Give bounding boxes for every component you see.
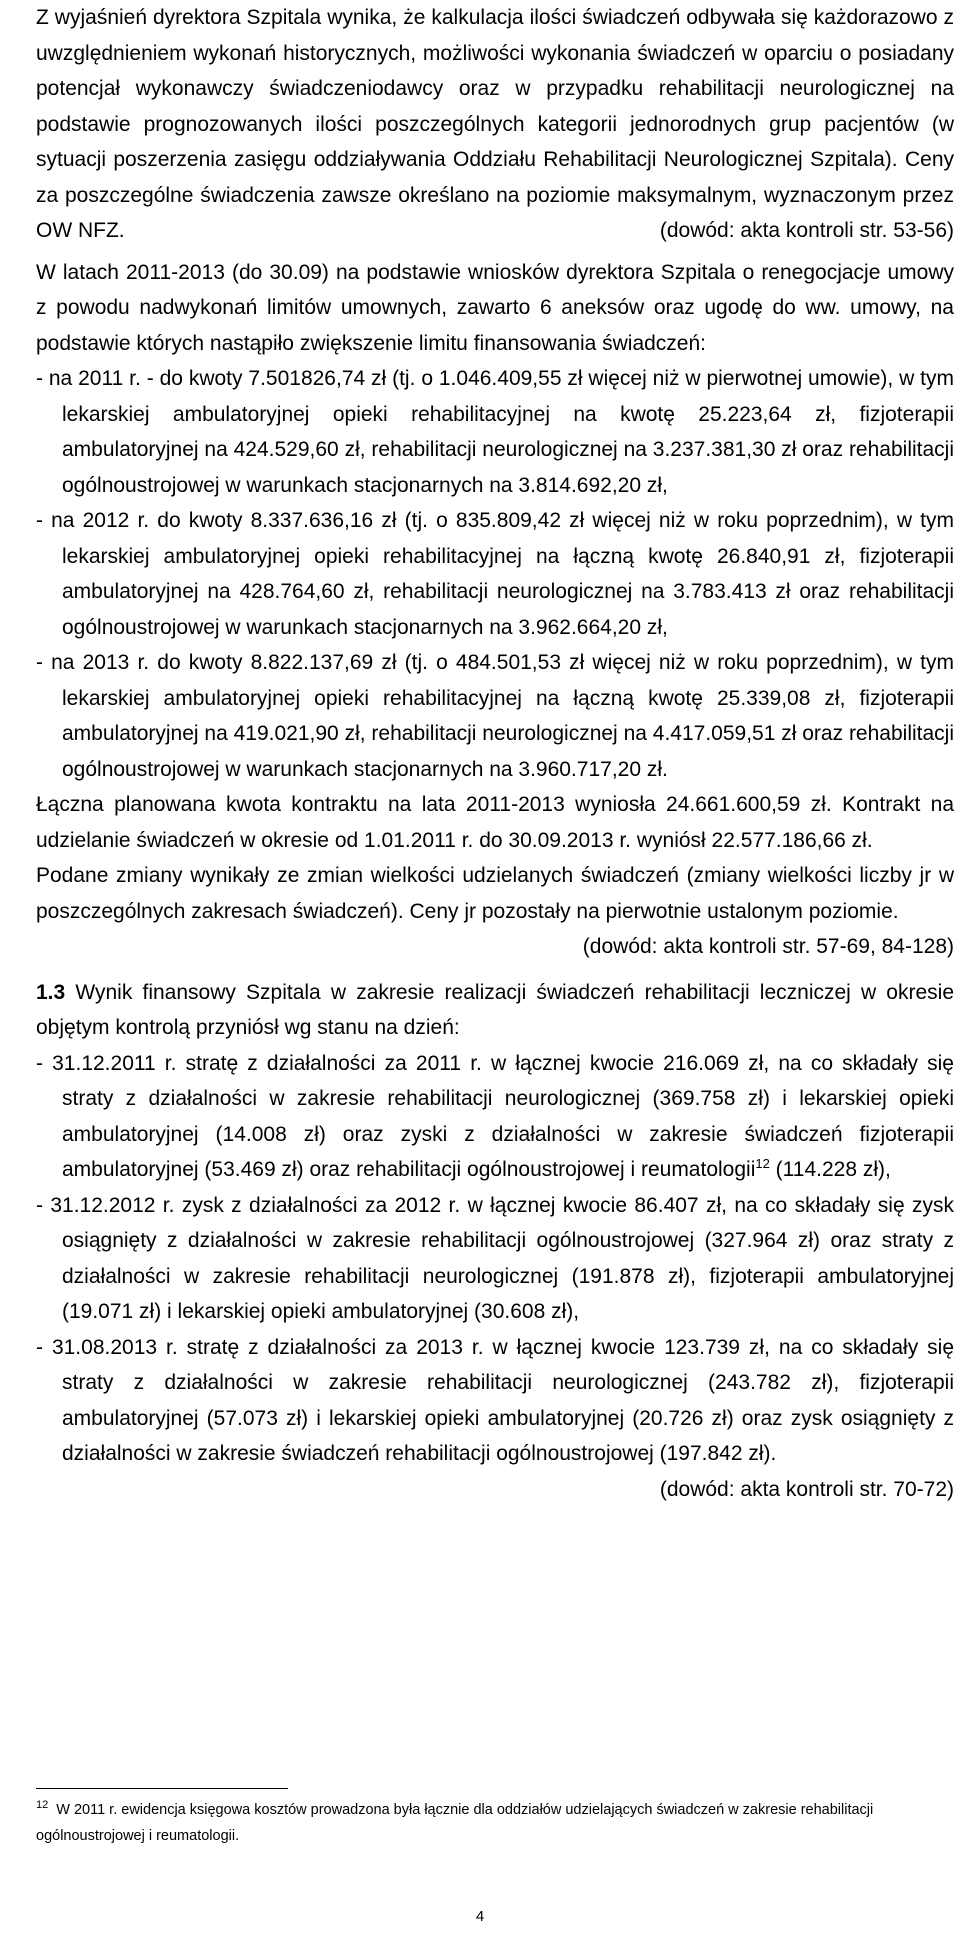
list-item-result-2013 — [36, 1330, 954, 1508]
paragraph-text: Z wyjaśnień dyrektora Szpitala wynika, że kalkulacja ilości świadczeń odbywała się każdorazowo z uwzględnieniem wykonań historycznych, możliwości wykonania świadczeń w oparciu o posiadany potencjał wykonawczy świadczeniodawcy oraz w przypadku rehabilitacji neurologicznej na podstawie prognozowanych ilości poszczególnych kategorii jednorodnych grup pacjentów (w sytuacji poszerzenia zasięgu oddziaływania Oddziału Rehabilitacji Neurologicznej Szpitala). Ceny za poszczególne świadczenia zawsze określano na poziomie maksymalnym, wyznaczonym przez OW NFZ. — [36, 6, 954, 242]
evidence-reference: (dowód: akta kontroli str. 70-72) — [659, 1477, 954, 1501]
result-text: - 31.08.2013 r. stratę z działalności za 2013 r. w łącznej kwocie 123.739 zł, na co składały się straty z działalności w zakresie rehabilitacji neurologicznej (243.782 zł), fizjoterapii ambulatoryjnej (57.073 zł) i lekarskiej opieki ambulatoryjnej (20.726 zł) oraz zysk osiągnięty z działalności w zakresie świadczeń rehabilitacji ogólnoustrojowej (197.842 zł). — [36, 1335, 954, 1465]
page-number: 4 — [475, 1908, 485, 1925]
list-item-result-2012: - 31.12.2012 r. zysk z działalności za 2012 r. w łącznej kwocie 86.407 zł, na co składały się zysk osiągnięty z działalności w zakresie rehabilitacji ogólnoustrojowej (327.964 zł) oraz straty z działalności w zakresie rehabilitacji neurologicznej (191.878 zł), fizjoterapii ambulatoryjnej (19.071 zł) i lekarskiej opieki ambulatoryjnej (30.608 zł), — [36, 1193, 954, 1323]
section-text: Wynik finansowy Szpitala w zakresie realizacji świadczeń rehabilitacji leczniczej w okresie objętym kontrolą przyniósł wg stanu na dzień: — [36, 980, 954, 1039]
paragraph-renegotiation: W latach 2011-2013 (do 30.09) na podstawie wniosków dyrektora Szpitala o renegocjacje umowy z powodu nadwykonań limitów umownych, zawarto 6 aneksów oraz ugodę do ww. umowy, na podstawie których nastąpiło zwiększenie limitu finansowania świadczeń: — [36, 260, 954, 355]
evidence-reference: (dowód: akta kontroli str. 57-69, 84-128) — [582, 935, 954, 958]
page-body — [36, 0, 954, 1507]
list-item-2011: - na 2011 r. - do kwoty 7.501826,74 zł (tj. o 1.046.409,55 zł więcej niż w pierwotnej umowie), w tym lekarskiej ambulatoryjnej opieki rehabilitacyjnej na kwotę 25.223,64 zł, fizjoterapii ambulatoryjnej na 424.529,60 zł, rehabilitacji neurologicznej na 3.237.381,30 zł oraz rehabilitacji ogólnoustrojowej w warunkach stacjonarnych na 3.814.692,20 zł, — [36, 367, 954, 497]
evidence-reference: (dowód: akta kontroli str. 53-56) — [659, 219, 954, 242]
list-item-2013: - na 2013 r. do kwoty 8.822.137,69 zł (tj. o 484.501,53 zł więcej niż w roku poprzednim), w tym lekarskiej ambulatoryjnej opieki rehabilitacyjnej na łączną kwotę 25.339,08 zł, fizjoterapii ambulatoryjnej na 419.021,90 zł, rehabilitacji neurologicznej na 4.417.059,51 zł oraz rehabilitacji ogólnoustrojowej w warunkach stacjonarnych na 3.960.717,20 zł. — [36, 651, 954, 781]
list-item-2012: - na 2012 r. do kwoty 8.337.636,16 zł (tj. o 835.809,42 zł więcej niż w roku poprzednim), w tym lekarskiej ambulatoryjnej opieki rehabilitacyjnej na łączną kwotę 26.840,91 zł, fizjoterapii ambulatoryjnej na 428.764,60 zł, rehabilitacji neurologicznej na 3.783.413 zł oraz rehabilitacji ogólnoustrojowej w warunkach stacjonarnych na 3.962.664,20 zł, — [36, 509, 954, 639]
footnote — [36, 1797, 954, 1849]
footnote-text: W 2011 r. ewidencja księgowa kosztów prowadzona była łącznie dla oddziałów udzielających świadczeń w zakresie rehabilitacji ogólnoustrojowej i reumatologii. — [36, 1802, 874, 1844]
result-text: - 31.12.2011 r. stratę z działalności za 2011 r. w łącznej kwocie 216.069 zł, na co składały się straty z działalności w zakresie rehabilitacji neurologicznej (369.758 zł) i lekarskiej opieki ambulatoryjnej (14.008 zł) oraz zyski z działalności w zakresie świadczeń fizjoterapii ambulatoryjnej (53.469 zł) oraz rehabilitacji ogólnoustrojowej i reumatologii — [36, 1051, 954, 1181]
footnote-number: 12 — [36, 1799, 49, 1812]
paragraph-explanation — [36, 0, 954, 249]
paragraph-changes — [36, 858, 954, 965]
section-heading — [36, 975, 954, 1046]
paragraph-total-contract: Łączna planowana kwota kontraktu na lata 2011-2013 wyniosła 24.661.600,59 zł. Kontrakt na udzielanie świadczeń w okresie od 1.01.2011 r. do 30.09.2013 r. wyniósł 22.577.186,66 zł. — [36, 793, 954, 852]
paragraph-text: Podane zmiany wynikały ze zmian wielkości udzielanych świadczeń (zmiany wielkości liczby jr w poszczególnych zakresach świadczeń). Ceny jr pozostały na pierwotnie ustalonym poziomie. — [36, 864, 954, 923]
section-number: 1.3 — [36, 980, 66, 1004]
footnote-divider — [36, 1788, 288, 1789]
footnote-marker: 12 — [755, 1156, 770, 1171]
result-text-cont: (114.228 zł), — [775, 1158, 891, 1181]
list-item-result-2011 — [36, 1046, 954, 1188]
